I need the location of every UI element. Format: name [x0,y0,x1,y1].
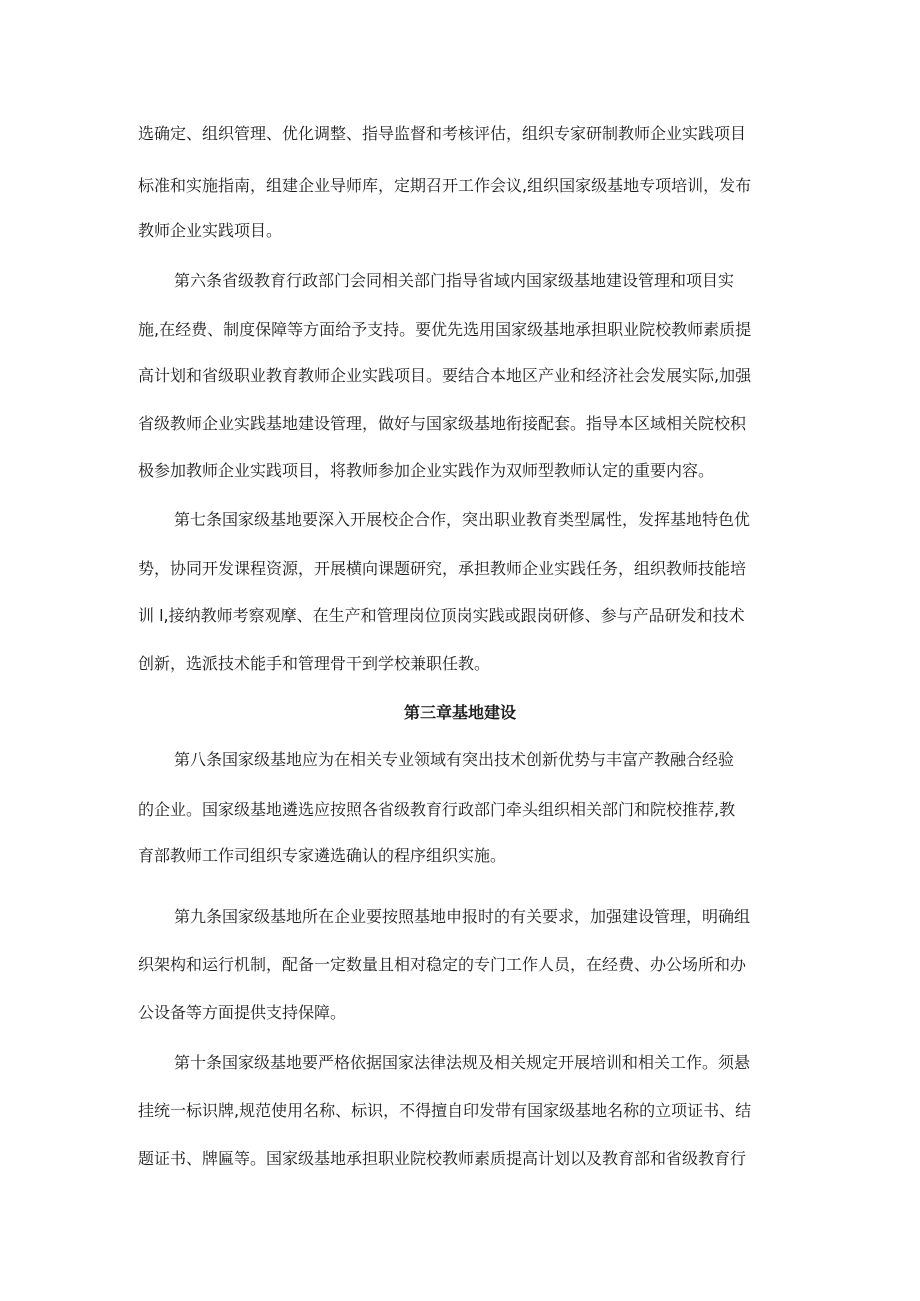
text-line: 第八条国家级基地应为在相关专业领域有突出技术创新优势与丰富产教融合经验 [174,750,735,769]
text-line: 第九条国家级基地所在企业要按照基地申报时的有关要求，加强建设管理，明确组 [174,907,751,926]
text-line: 选确定、组织管理、优化调整、指导监督和考核评估，组织专家研制教师企业实践项目 [138,124,747,143]
text-line: 织架构和运行机制，配备一定数量且相对稳定的专门工作人员，在经费、办公场所和办 [138,955,747,974]
text-line: 题证书、牌匾等。国家级基地承担职业院校教师素质提高计划以及教育部和省级教育行 [138,1149,747,1168]
text-line: 公设备等方面提供支持保障。 [138,1003,347,1022]
text-line: 施,在经费、制度保障等方面给予支持。要优先选用国家级基地承担职业院校教师素质提 [138,320,752,339]
text-line: 势，协同开发课程资源，开展横向课题研究，承担教师企业实践任务，组织教师技能培 [138,559,747,578]
text-line: 标准和实施指南，组建企业导师库，定期召开工作会议,组织国家级基地专项培训，发布 [138,176,752,195]
text-line: 高计划和省级职业教育教师企业实践项目。要结合本地区产业和经济社会发展实际,加强 [138,366,752,385]
text-line: 省级教师企业实践基地建设管理，做好与国家级基地衔接配套。指导本区域相关院校积 [138,414,747,433]
text-line: 第六条省级教育行政部门会同相关部门指导省域内国家级基地建设管理和项目实 [174,271,735,290]
text-line: 训 l,接纳教师考察观摩、在生产和管理岗位顶岗实践或跟岗研修、参与产品研发和技术 [138,606,745,625]
chapter-heading: 第三章基地建设 [403,703,516,722]
text-line: 的企业。国家级基地遴选应按照各省级教育行政部门牵头组织相关部门和院校推荐,教 [138,800,736,819]
text-line: 教师企业实践项目。 [138,221,283,240]
text-line: 极参加教师企业实践项目，将教师参加企业实践作为双师型教师认定的重要内容。 [138,461,715,480]
text-line: 创新，选派技术能手和管理骨干到学校兼职任教。 [138,654,491,673]
text-line: 挂统一标识牌,规范使用名称、标识，不得擅自印发带有国家级基地名称的立项证书、结 [138,1101,752,1120]
text-line: 第七条国家级基地要深入开展校企合作，突出职业教育类型属性，发挥基地特色优 [174,510,751,529]
text-line: 育部教师工作司组织专家遴选确认的程序组织实施。 [138,846,507,865]
text-line: 第十条国家级基地要严格依据国家法律法规及相关规定开展培训和相关工作。须悬 [174,1053,751,1072]
